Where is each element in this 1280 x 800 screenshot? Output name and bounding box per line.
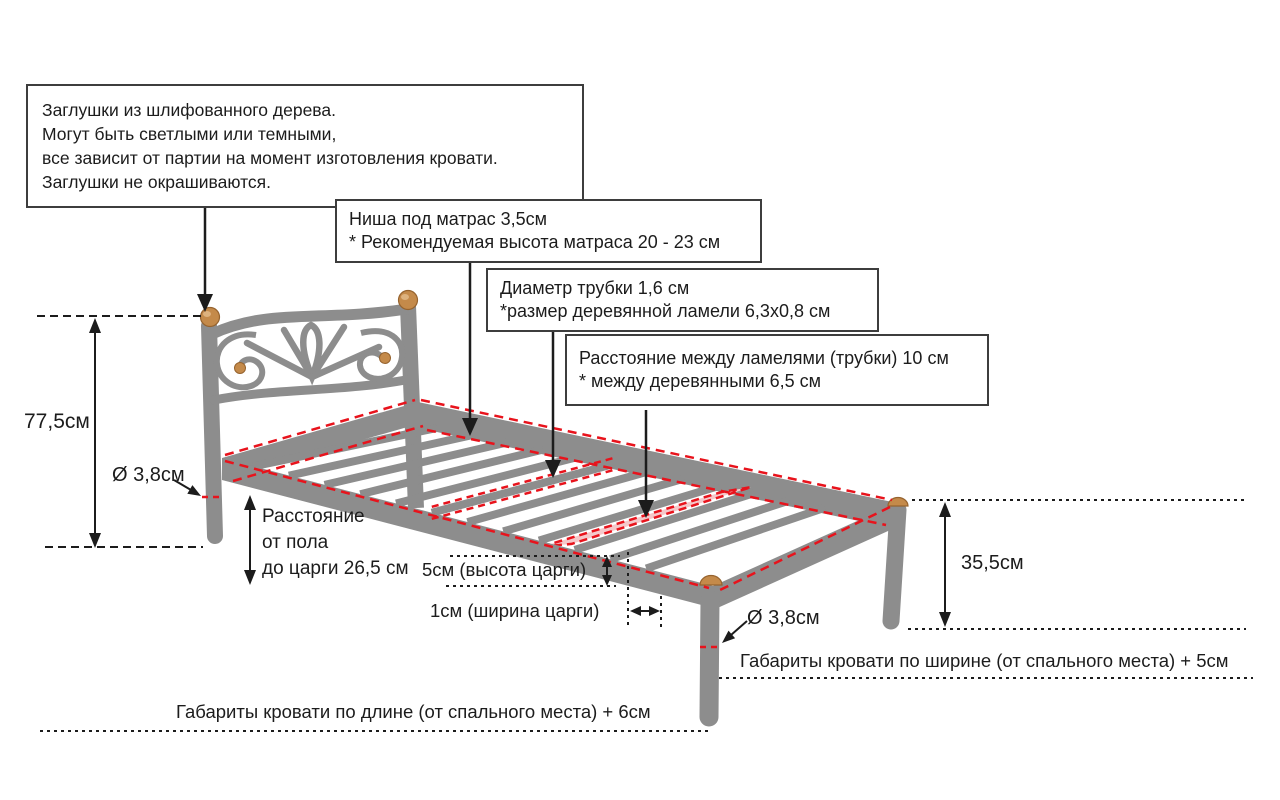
- dim-floor-to-rail-label-line1: Расстояние: [262, 506, 365, 527]
- callout-spacing: [565, 334, 989, 406]
- callout-spacing-line2: * между деревянными 6,5 см: [579, 371, 822, 391]
- leader-plugs: [197, 202, 213, 312]
- wood-ball-cap-right: [399, 291, 418, 310]
- wood-ball-scroll-right: [380, 353, 391, 364]
- wood-ball-cap-left: [201, 308, 220, 327]
- dim-overall-length-label: Габариты кровати по длине (от спального места) + 6см: [176, 701, 651, 722]
- callout-niche-line1: Ниша под матрас 3,5см: [349, 209, 548, 229]
- callout-niche: [335, 199, 762, 263]
- callout-tube-line2: *размер деревянной ламели 6,3х0,8 см: [500, 301, 831, 321]
- callout-spacing-line1: Расстояние между ламелями (трубки) 10 см: [579, 348, 949, 368]
- dim-floor-to-rail-label-line2: от пола: [262, 532, 329, 553]
- leader-niche: [462, 253, 478, 436]
- dim-rail-height-label: 5см (высота царги): [422, 559, 587, 580]
- headboard-scroll-left: [217, 334, 262, 387]
- dim-foot-height-label: 35,5см: [961, 552, 1024, 574]
- dim-foot-height-arrow: [939, 502, 951, 627]
- callout-plugs-line2: Могут быть светлыми или темными,: [42, 124, 337, 144]
- dim-total-height-arrow: [89, 318, 101, 548]
- dim-leg-diameter-head-label: Ø 3,8см: [112, 464, 185, 486]
- dim-rail-width-arrow: [630, 606, 660, 616]
- callout-plugs: [26, 84, 584, 208]
- leg-front-right: [709, 600, 710, 717]
- dim-leg-diameter-foot-label: Ø 3,8см: [747, 607, 820, 629]
- dim-rail-width-label: 1см (ширина царги): [430, 600, 600, 621]
- wood-ball-scroll-left: [235, 363, 246, 374]
- dim-floor-to-rail-label-line3: до царги 26,5 см: [262, 558, 409, 579]
- callout-tube: [486, 268, 879, 332]
- callout-tube-line1: Диаметр трубки 1,6 см: [500, 278, 690, 298]
- dim-floor-to-rail-arrow: [244, 495, 256, 585]
- callout-plugs-line1: Заглушки из шлифованного дерева.: [42, 100, 337, 120]
- dim-overall-width-label: Габариты кровати по ширине (от спального места) + 5см: [740, 650, 1229, 671]
- callout-plugs-line4: Заглушки не окрашиваются.: [42, 172, 272, 192]
- leg-diameter-foot-arrow: [722, 621, 747, 643]
- callout-niche-line2: * Рекомендуемая высота матраса 20 - 23 см: [349, 232, 721, 252]
- wood-dome-front-right: [700, 576, 722, 586]
- callout-plugs-line3: все зависит от партии на момент изготовления кровати.: [42, 148, 498, 168]
- dim-total-height-label: 77,5см: [24, 410, 90, 433]
